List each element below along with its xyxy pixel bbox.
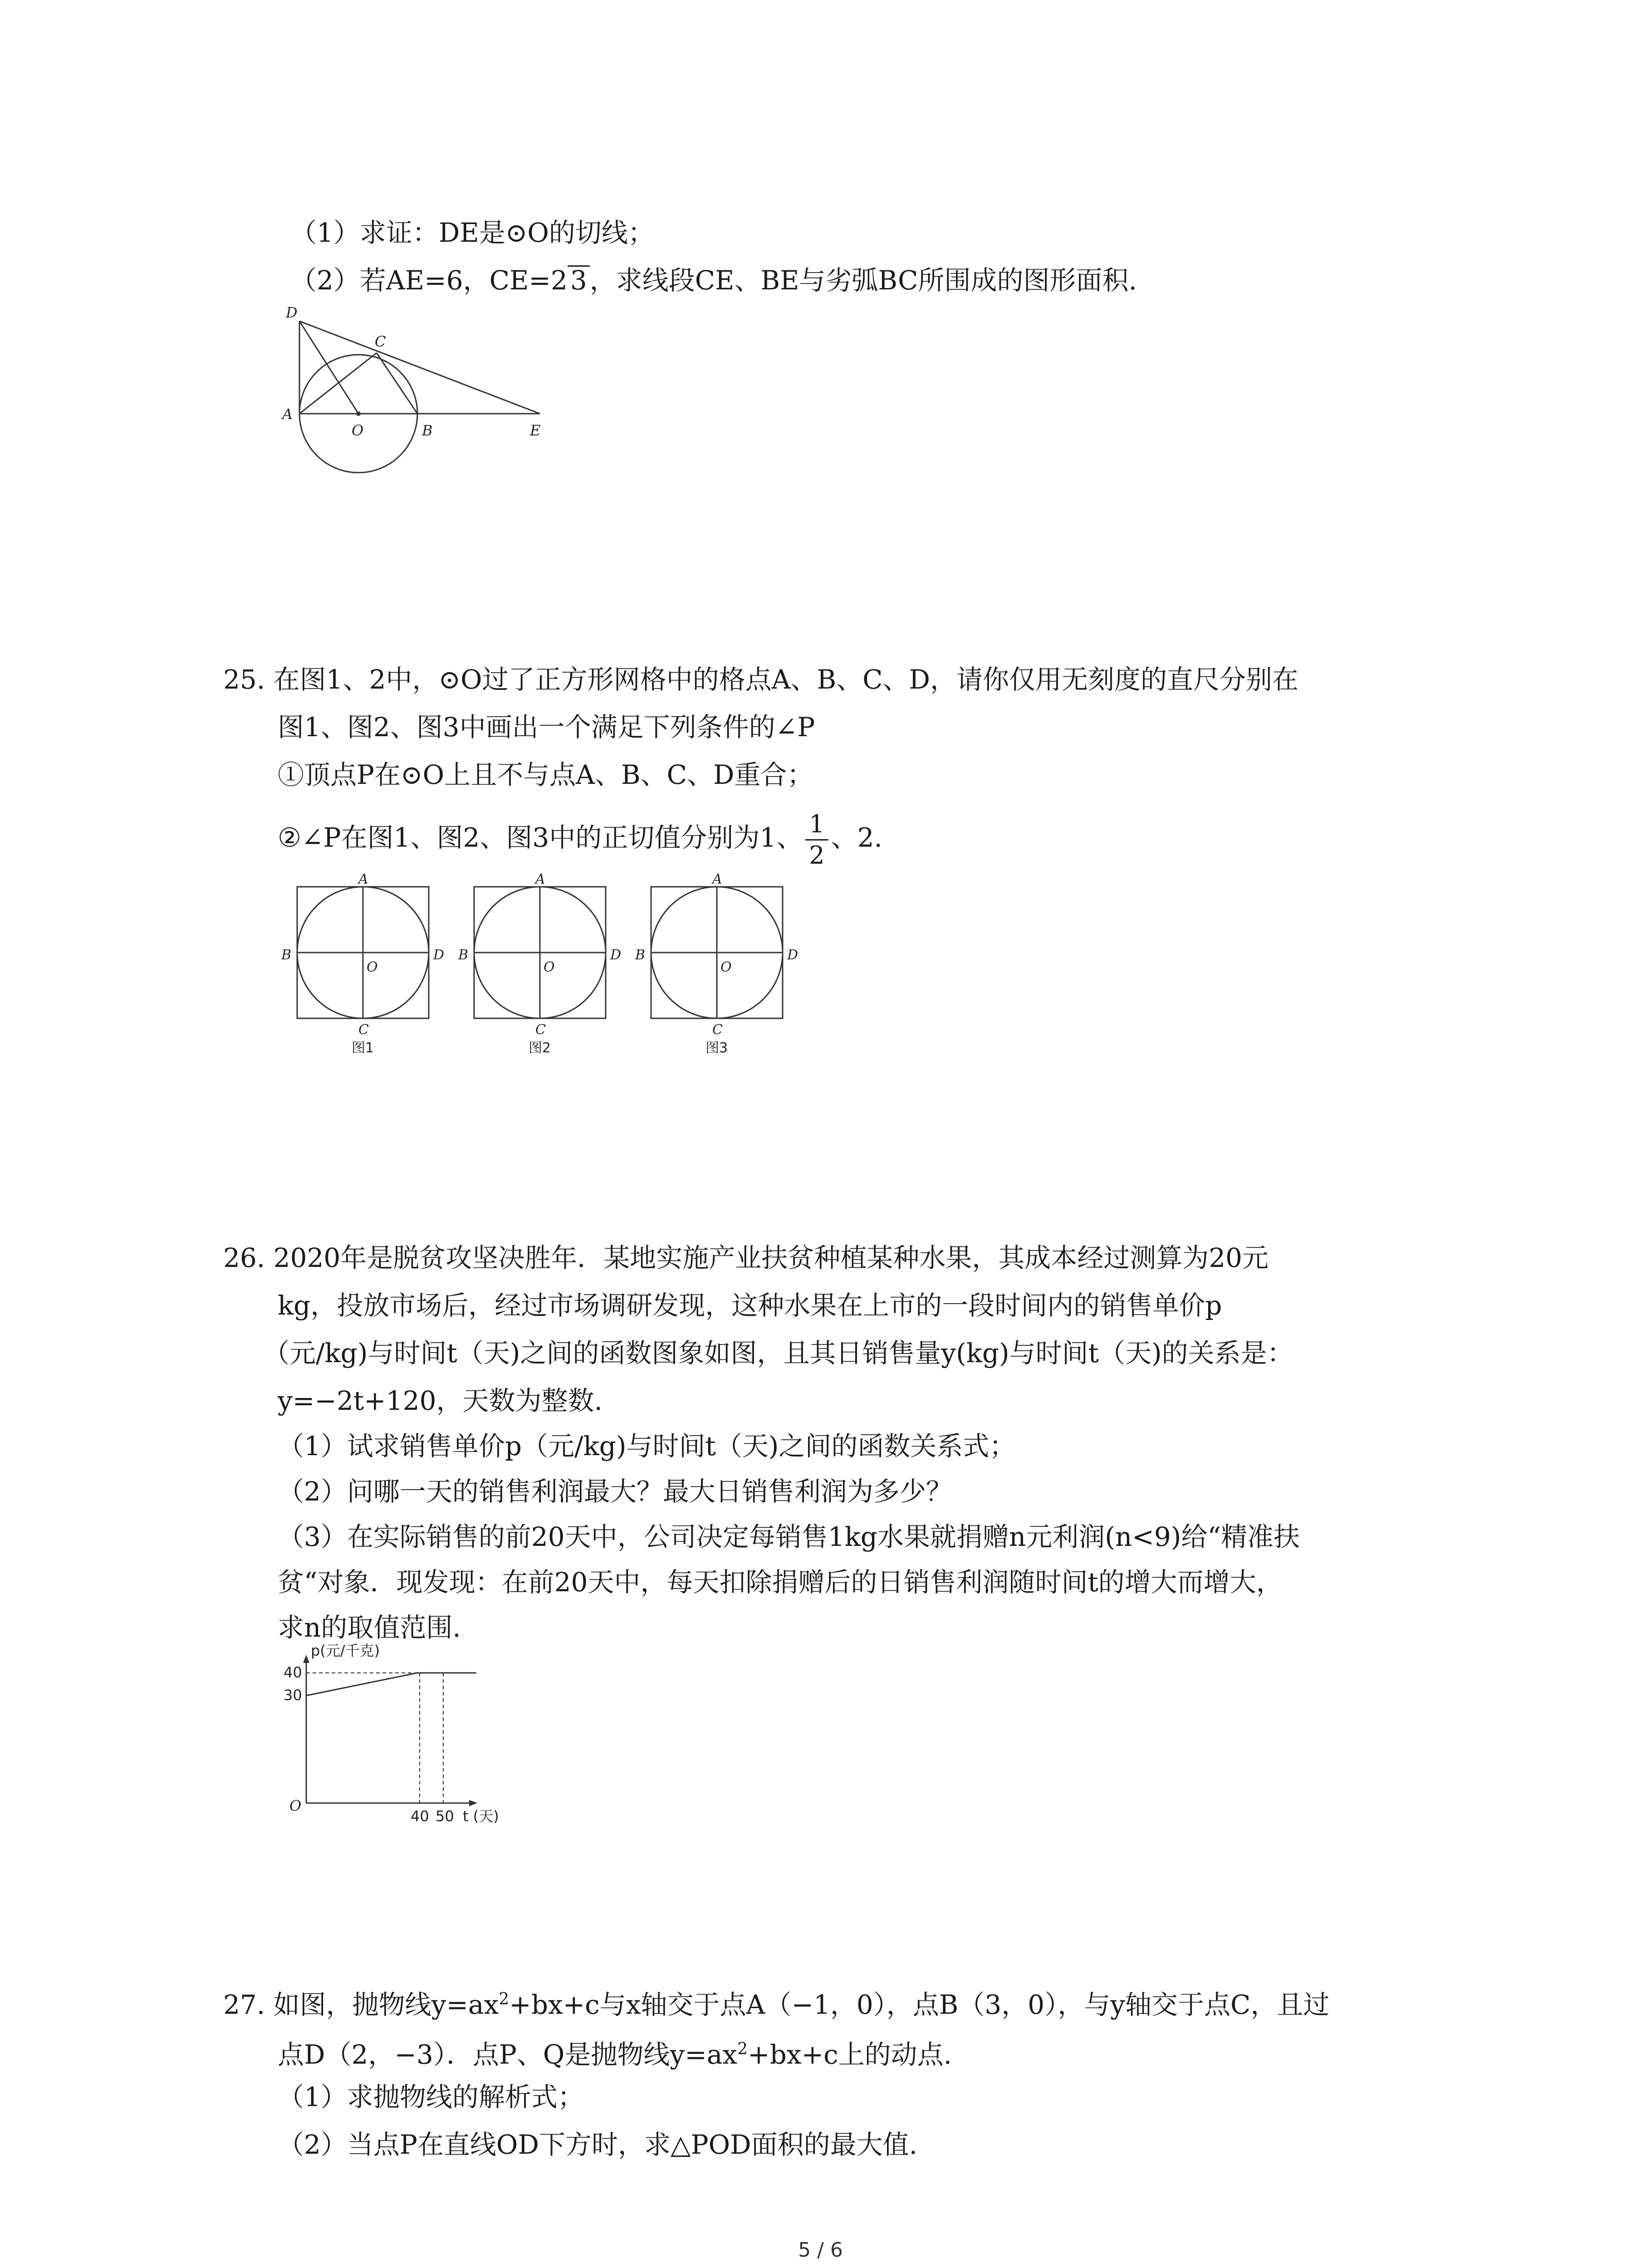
q25-cond2 (278, 812, 882, 868)
q27-line1-post: +bx+c与x轴交于点A（−1，0），点B（3，0），与y轴交于点C，且过 (509, 1989, 1330, 2020)
q27-part2: （2）当点P在直线OD下方时，求△POD面积的最大值. (278, 2129, 918, 2160)
q25-cond1: ①顶点P在⊙O上且不与点A、B、C、D重合； (278, 759, 813, 790)
q24-center-dot (356, 411, 361, 416)
fig3-label-O: O (720, 959, 732, 975)
q24-part2-radicand: 3 (568, 265, 590, 294)
graph-y-tick-40: 40 (284, 1664, 302, 1681)
q25-cond2-pre: ②∠P在图1、图2、图3中的正切值分别为1、 (278, 822, 803, 853)
fig1-caption: 图1 (352, 1040, 374, 1056)
q27-line2-sup: 2 (737, 2040, 748, 2058)
q24-segment-CB (377, 353, 417, 414)
graph-y-arrow (303, 1655, 309, 1663)
fig3-label-B: B (635, 947, 646, 963)
fig2-label-O: O (544, 959, 555, 975)
fig1-label-D: D (433, 947, 445, 963)
page-number: 5 / 6 (798, 2239, 843, 2262)
q24-segment-AC (299, 353, 377, 414)
fig2-label-A: A (535, 871, 545, 887)
q26-part1: （1）试求销售单价p（元/kg)与时间t（天)之间的函数关系式； (278, 1431, 1016, 1461)
graph-y-tick-30: 30 (284, 1686, 302, 1704)
fig1-label-A: A (358, 871, 368, 887)
q24-label-O: O (352, 422, 364, 439)
fig1-label-B: B (281, 947, 292, 963)
q26-part3c: 求n的取值范围. (278, 1612, 461, 1643)
graph-segment-rising (306, 1673, 417, 1696)
q24-label-C: C (375, 333, 386, 350)
fig2-label-B: B (458, 947, 469, 963)
fig2-label-D: D (610, 947, 622, 963)
fig2-label-C: C (535, 1022, 546, 1038)
fig1-label-C: C (358, 1022, 369, 1038)
fig2-caption: 图2 (529, 1040, 551, 1056)
q25-line2: 图1、图2、图3中画出一个满足下列条件的∠P (278, 712, 815, 743)
q25-figure-1 (277, 871, 445, 1070)
q24-part2-post: ，求线段CE、BE与劣弧BC所围成的图形面积. (589, 265, 1137, 296)
q26-line2: kg，投放市场后，经过市场调研发现，这种水果在上市的一段时间内的销售单价p (278, 1290, 1222, 1321)
q26-part3b: 贫“对象．现发现：在前20天中，每天扣除捐赠后的日销售利润随时间t的增大而增大， (278, 1567, 1283, 1598)
q24-figure (272, 299, 590, 490)
q26-part3a: （3）在实际销售的前20天中，公司决定每销售1kg水果就捐赠n元利润(n<9)给“精准扶 (278, 1521, 1300, 1552)
graph-x-tick-40: 40 (411, 1808, 429, 1825)
q24-label-D: D (286, 304, 298, 321)
graph-x-arrow (469, 1800, 477, 1806)
q24-part2 (290, 263, 1137, 298)
q27-line1-sup: 2 (499, 1990, 509, 2009)
q27-part1: （1）求抛物线的解析式； (278, 2082, 584, 2112)
q27-line2-pre: 点D（2，−3）．点P、Q是抛物线y=ax (278, 2039, 738, 2070)
q24-label-E: E (530, 422, 541, 439)
q25-cond2-post: 、2. (831, 822, 882, 853)
q26-line1: 26. 2020年是脱贫攻坚决胜年．某地实施产业扶贫种植某种水果，其成本经过测算为20元 (223, 1242, 1269, 1273)
q26-line4: y=−2t+120，天数为整数. (278, 1385, 603, 1416)
fig3-label-A: A (712, 871, 722, 887)
q24-part1: （1）求证：DE是⊙O的切线； (290, 217, 654, 248)
q26-price-graph (272, 1642, 554, 1837)
q25-frac-num: 1 (805, 812, 828, 841)
fig1-label-O: O (367, 959, 378, 975)
q25-figure-3 (631, 871, 798, 1070)
q24-label-B: B (422, 422, 433, 439)
q27-line2 (278, 2032, 952, 2072)
q25-line1: 25. 在图1、2中，⊙O过了正方形网格中的格点A、B、C、D，请你仅用无刻度的直尺分别在 (223, 664, 1299, 695)
q24-segment-DE (299, 321, 540, 414)
q24-label-A: A (282, 406, 293, 423)
q27-line2-post: +bx+c上的动点. (748, 2039, 952, 2070)
q25-fraction (805, 812, 828, 868)
q26-part2: （2）问哪一天的销售利润最大？最大日销售利润为多少？ (278, 1476, 952, 1507)
fig3-label-D: D (787, 947, 798, 963)
q27-line1-pre: 27. 如图，抛物线y=ax (223, 1989, 499, 2020)
graph-x-tick-50: 50 (436, 1808, 454, 1825)
graph-origin-label: O (289, 1797, 302, 1814)
graph-y-label: p(元/千克) (311, 1642, 380, 1659)
q24-segment-DO (299, 321, 358, 414)
q25-frac-den: 2 (809, 841, 825, 870)
q26-line3: （元/kg)与时间t（天)之间的函数图象如图，且其日销售量y(kg)与时间t（天)的关系是： (263, 1338, 1293, 1369)
q27-line1 (223, 1982, 1329, 2022)
q25-figure-2 (454, 871, 622, 1070)
q24-part2-pre: （2）若AE=6，CE=2 (290, 265, 568, 296)
fig3-caption: 图3 (705, 1040, 728, 1056)
graph-x-label: t (天) (463, 1808, 499, 1825)
fig3-label-C: C (712, 1022, 723, 1038)
